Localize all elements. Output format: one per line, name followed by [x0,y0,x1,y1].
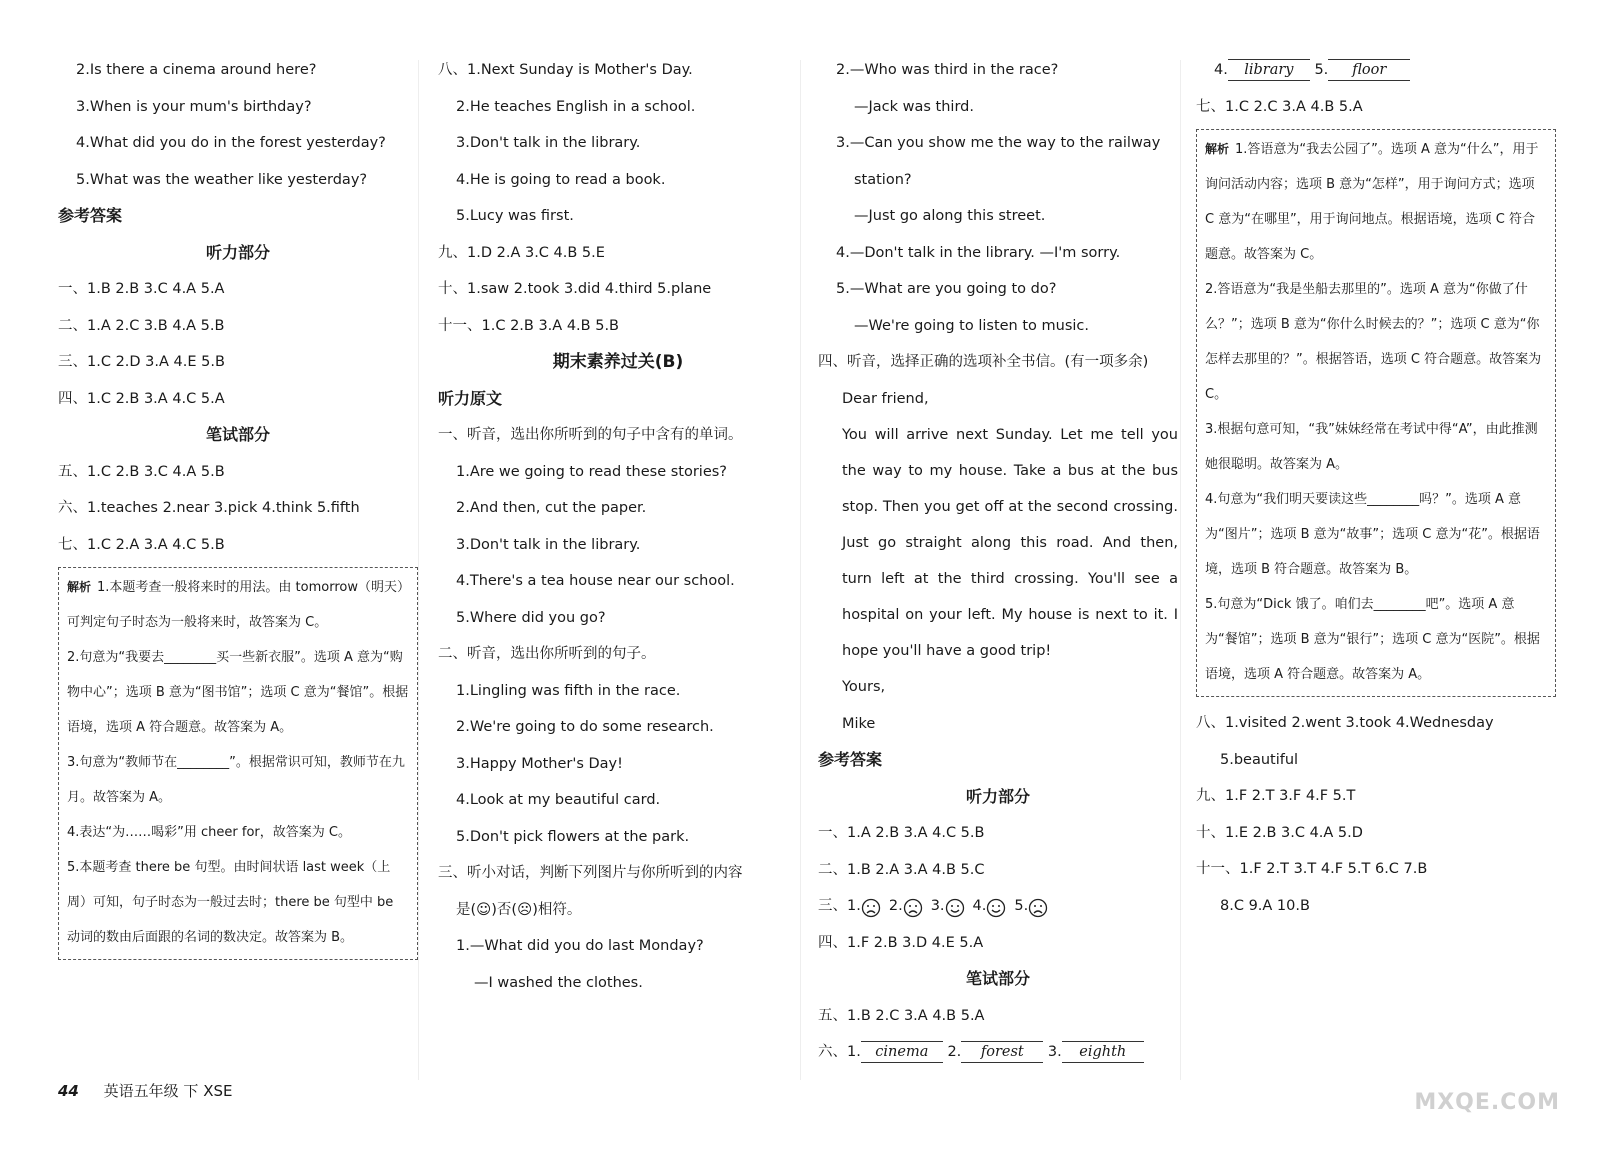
column-3 [818,52,1178,1071]
script-line: 2.And then, cut the paper. [456,500,647,516]
question-instruction: 三、听小对话，判断下列图片与你所听到的内容 [438,865,743,881]
listening-heading: 听力部分 [965,786,1030,806]
explanation-line: 3.句意为“教师节在________”。根据常识可知，教师节在九月。故答案为 A。 [67,755,405,805]
answer-line: 九、1.D 2.A 3.C 4.B 5.E [438,244,605,261]
script-line: 1.—What did you do last Monday? [456,938,704,954]
script-line: —We're going to listen to music. [854,317,1090,334]
letter-signature: Mike [842,715,876,732]
script-heading: 听力原文 [438,388,503,408]
happy-face-icon [945,896,965,916]
answers-heading: 参考答案 [818,750,883,769]
answer-line: 十一、1.C 2.B 3.A 4.B 5.B [438,317,619,334]
answer-line: 3.Don't talk in the library. [456,135,641,151]
explanation-tag: 解析 [67,580,92,594]
column-4 [1196,52,1556,924]
answer-line: 六、1.teaches 2.near 3.pick 4.think 5.fifth [58,500,360,516]
handwritten-word: cinema [861,1041,943,1063]
script-line: 2.—Who was third in the race? [836,62,1059,78]
answer-line: 十一、1.F 2.T 3.T 4.F 5.T 6.C 7.B [1196,861,1428,877]
handwritten-word: eighth [1062,1041,1144,1063]
answer-line: 八、1.visited 2.went 3.took 4.Wednesday [1196,715,1494,731]
explanation-line: 2.句意为“我要去________买一些新衣服”。选项 A 意为“购物中心”；选项 B 意为“图书馆”；选项 C 意为“餐馆”。根据语境，选项 A 符合题意。故答案为 A。 [67,650,409,735]
answers-heading: 参考答案 [58,206,123,225]
script-line: 5.Where did you go? [456,609,606,626]
explanation-line: 解析 1.答语意为“我去公园了”。选项 A 意为“什么”，用于询问活动内容；选项 B 意为“怎样”，用于询问方式；选项 C 意为“在哪里”，用于询问地点。根据语境，选项 C 符合题意。故答案为 C。 [1205,142,1539,262]
text-line: 2.Is there a cinema around here? [76,62,317,78]
answer-line: 5.beautiful [1220,751,1299,768]
page-number: 44 [58,1082,79,1100]
question-instruction: 是(☺)否(☹)相符。 [456,901,582,918]
answer-line: 七、1.C 2.A 3.A 4.C 5.B [58,536,225,553]
explanation-line: 5.本题考查 there be 句型。由时间状语 last week（上周）可知，句子时态为一般过去时；there be 句型中 be 动词的数由后面跟的名词的数决定。故答案为 B。 [67,860,394,945]
handwriting-answer-line: 4. library 5. floor [1196,52,1556,89]
happy-face-icon [986,896,1006,916]
explanation-line: 3.根据句意可知，“我”妹妹经常在考试中得“A”，由此推测她很聪明。故答案为 A。 [1205,422,1538,472]
watermark-logo: MXQE.COM [1414,1090,1560,1115]
answer-line: 四、1.F 2.B 3.D 4.E 5.A [818,934,984,951]
answer-line: 七、1.C 2.C 3.A 4.B 5.A [1196,98,1363,115]
column-2 [438,52,798,1001]
answer-line: 8.C 9.A 10.B [1220,897,1310,914]
book-label: 英语五年级 下 XSE [103,1082,233,1100]
sad-face-icon [1028,896,1048,916]
script-line: 1.Lingling was fifth in the race. [456,682,681,699]
question-instruction: 二、听音，选出你所听到的句子。 [438,646,656,662]
answer-line: 4.He is going to read a book. [456,171,666,188]
handwritten-word: library [1228,59,1310,81]
question-instruction: 四、听音，选择正确的选项补全书信。(有一项多余) [818,354,1149,370]
sad-face-icon [903,896,923,916]
script-line: 5.Don't pick flowers at the park. [456,828,690,845]
answer-line: 一、1.B 2.B 3.C 4.A 5.A [58,281,225,297]
writing-heading: 笔试部分 [205,425,270,444]
explanation-line: 解析 1.本题考查一般将来时的用法。由 tomorrow（明天）可判定句子时态为一般将来时，故答案为 C。 [67,580,404,630]
script-line: 5.—What are you going to do? [836,281,1057,297]
handwriting-answer-line: 六、1. cinema 2. forest 3. eighth [818,1034,1178,1071]
answer-line: 五、1.B 2.C 3.A 4.B 5.A [818,1007,985,1024]
text-line: 5.What was the weather like yesterday? [76,171,368,188]
script-line: 3.—Can you show me the way to the railway [836,135,1161,151]
column-divider [800,60,801,1080]
script-line: station? [854,171,912,188]
script-line: —Jack was third. [854,98,974,115]
writing-heading: 笔试部分 [965,969,1030,988]
answer-line: 九、1.F 2.T 3.F 4.F 5.T [1196,788,1356,804]
explanation-tag: 解析 [1205,142,1230,156]
answer-line: 十、1.E 2.B 3.C 4.A 5.D [1196,824,1363,841]
script-line: 4.There's a tea house near our school. [456,573,735,589]
explanation-line: 2.答语意为“我是坐船去那里的”。选项 A 意为“你做了什么？”；选项 B 意为“你什么时候去的？”；选项 C 意为“你怎样去那里的？”。根据答语，选项 C 符合题意。故答案为 C。 [1205,282,1542,402]
script-line: 3.Happy Mother's Day! [456,755,623,772]
explanation-box [58,567,418,960]
script-line: 1.Are we going to read these stories? [456,463,728,480]
answer-line: 二、1.A 2.C 3.B 4.A 5.B [58,317,225,334]
column-divider [418,60,419,1080]
script-line: 4.Look at my beautiful card. [456,792,661,808]
section-title: 期末素养过关(B) [552,352,684,372]
answer-line: 十、1.saw 2.took 3.did 4.third 5.plane [438,281,712,297]
answer-line: 三、1.C 2.D 3.A 4.E 5.B [58,354,225,370]
page-footer [58,1080,232,1101]
explanation-line: 4.表达“为……喝彩”用 cheer for，故答案为 C。 [67,825,351,840]
script-line: —I washed the clothes. [474,974,643,991]
text-line: 4.What did you do in the forest yesterday? [76,135,386,151]
answer-line: 5.Lucy was first. [456,208,574,224]
face-answer-line: 三、1. 2. 3. 4. 5. [818,888,1178,925]
letter-closing: Yours, [842,679,886,695]
letter-greeting: Dear friend, [842,390,929,407]
script-line: 2.We're going to do some research. [456,719,714,735]
question-instruction: 一、听音，选出你所听到的句子中含有的单词。 [438,427,743,443]
script-line: —Just go along this street. [854,208,1046,224]
column-divider [1180,60,1181,1080]
answer-line: 一、1.A 2.B 3.A 4.C 5.B [818,825,985,841]
explanation-line: 5.句意为“Dick 饿了。咱们去________吧”。选项 A 意为“餐馆”；选项 B 意为“银行”；选项 C 意为“医院”。根据语境，选项 A 符合题意。故答案为 A。 [1205,597,1540,682]
answer-line: 五、1.C 2.B 3.C 4.A 5.B [58,463,225,480]
explanation-box [1196,129,1556,697]
column-1 [58,52,418,968]
explanation-line: 4.句意为“我们明天要读这些________吗？”。选项 A 意为“图片”；选项 B 意为“故事”；选项 C 意为“花”。根据语境，选项 B 符合题意。故答案为 B。 [1205,492,1540,577]
answer-line: 二、1.B 2.A 3.A 4.B 5.C [818,861,985,878]
answer-line: 2.He teaches English in a school. [456,98,696,115]
script-line: 3.Don't talk in the library. [456,536,641,553]
handwritten-word: forest [961,1041,1043,1063]
script-line: 4.—Don't talk in the library. —I'm sorry. [836,244,1121,261]
handwritten-word: floor [1328,59,1410,81]
sad-face-icon [861,896,881,916]
answer-line: 四、1.C 2.B 3.A 4.C 5.A [58,390,225,407]
letter-body: You will arrive next Sunday. Let me tell you the way to my house. Take a bus at the bus stop. Then you get off at the second crossing. Just go straight along this road. And then, turn left at the third crossing. You'll see a hospital on your left. My house is next to it. I hope you'll have a good trip! [842,427,1178,659]
text-line: 3.When is your mum's birthday? [76,98,312,115]
answer-line: 八、1.Next Sunday is Mother's Day. [438,62,693,78]
listening-heading: 听力部分 [205,242,270,262]
